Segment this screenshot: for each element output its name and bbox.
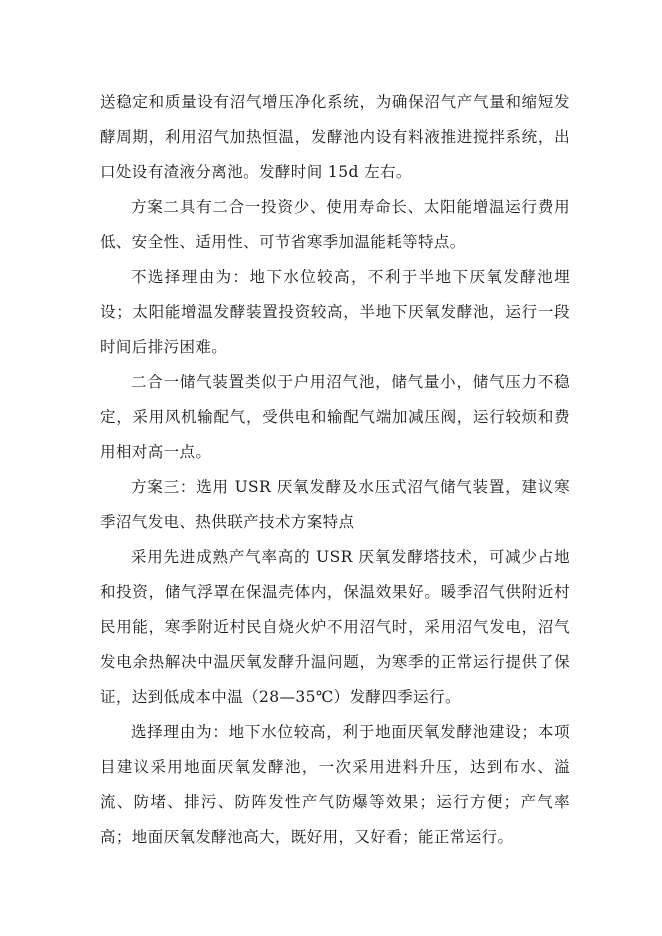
paragraph-selection-reasons: 选择理由为：地下水位较高，利于地面厌氧发酵池建设；本项目建议采用地面厌氧发酵池，一次采用进料升压，达到布水、溢流、防堵、排污、防阵发性产气防爆等效果；运行方便；产气率高；地面厌氧发酵池高大，既好用，又好看；能正常运行。 [100, 723, 570, 846]
paragraph-usr-technology: 采用先进成熟产气率高的 USR 厌氧发酵塔技术，可减少占地和投资，储气浮罩在保温壳体内，保温效果好。暖季沼气供附近村民用能，寒季附近村民自烧火炉不用沼气时，采用沼气发电，沼气发电余热解决中温厌氧发酵升温问题，为寒季的正常运行提供了保证，达到低成本中温（28—35℃）发酵四季运行。 [100, 548, 570, 706]
paragraph-continuation: 送稳定和质量设有沼气增压净化系统，为确保沼气产气量和缩短发酵周期，利用沼气加热恒温，发酵池内设有料液推进搅拌系统，出口处设有渣液分离池。发酵时间 15d 左右。 [100, 93, 570, 181]
paragraph-rejection-reasons: 不选择理由为：地下水位较高，不利于半地下厌氧发酵池埋设；太阳能增温发酵装置投资较高，半地下厌氧发酵池，运行一段时间后排污困难。 [100, 268, 570, 356]
document-body [100, 85, 570, 855]
paragraph-gas-storage: 二合一储气装置类似于户用沼气池，储气量小，储气压力不稳定，采用风机输配气，受供电和输配气端加减压阀，运行较烦和费用相对高一点。 [100, 373, 570, 461]
paragraph-option-three: 方案三：选用 USR 厌氧发酵及水压式沼气储气装置，建议寒季沼气发电、热供联产技术方案特点 [100, 478, 570, 531]
paragraph-option-two-features: 方案二具有二合一投资少、使用寿命长、太阳能增温运行费用低、安全性、适用性、可节省寒季加温能耗等特点。 [100, 198, 570, 251]
